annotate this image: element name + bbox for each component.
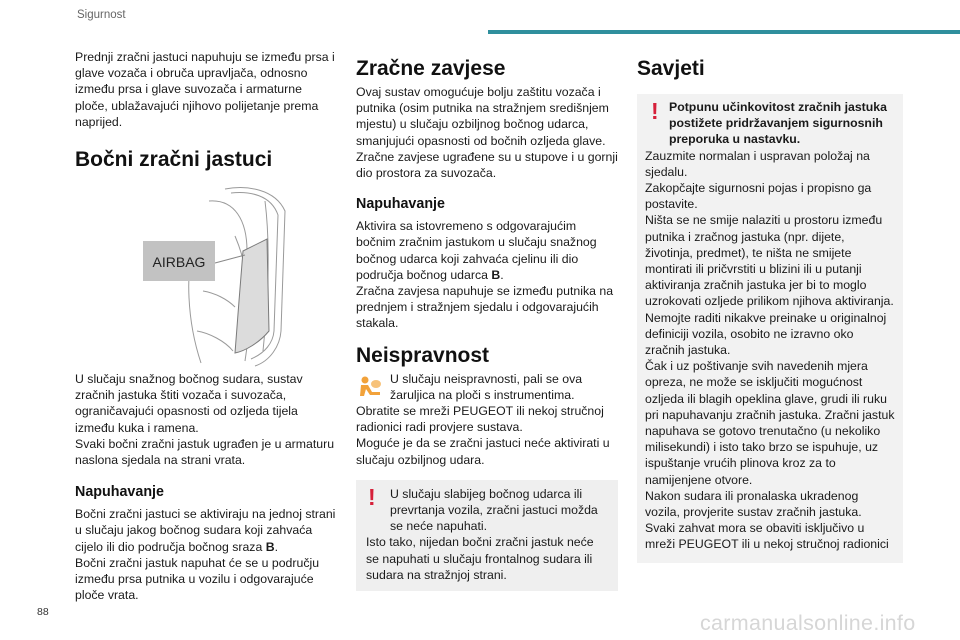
inflation-text-c: . (274, 539, 279, 554)
column-3 (637, 56, 903, 563)
page-number: 88 (37, 606, 49, 618)
warning-exclamation-icon-2: ! (651, 98, 659, 124)
header-section-label: Sigurnost (77, 9, 126, 21)
subheading-inflation-1: Napuhavanje (75, 484, 164, 501)
note-text-2: Isto tako, nijedan bočni zračni jastuk neće se napuhati u slučaju frontalnog sudara ili sudara na stražnjoj strani. (366, 535, 594, 582)
zone-b-label-2: B (491, 267, 501, 282)
curtain-inflation-paragraph-2: Zračna zavjesa napuhuje se između putnika na prednjem i stražnjem sjedalu i odgovarajućih stakala. (356, 284, 614, 331)
note-text-1: U slučaju slabijeg bočnog udarca ili prevrtanja vozila, zračni jastuci možda se neće napuhati. (390, 486, 598, 534)
advice-line-5: Čak i uz poštivanje svih navedenih mjera opreza, ne može se isključiti mogućnost ozljeda ili blagih opeklina glave, grudi ili ruku pri napuhavanju zračnih jastuka. Zračni jastuk napuhava se gotovo trenutačno (u nekoliko milisekundi) i isto tako brzo se ispuhuje, uz ispuštanje vrućih plinova kroz za to namijenjene otvore. (645, 359, 895, 487)
inflation-text-a: Bočni zračni jastuci se aktiviraju na jednoj strani u slučaju jakog bočnog sudara koji zahvaća cijelo ili dio područja bočnog sraza (75, 507, 336, 554)
warning-exclamation-icon: ! (368, 483, 376, 510)
note-box-side-impact (356, 480, 618, 591)
advice-line-6: Nakon sudara ili pronalaska ukradenog vozila, provjerite sustav zračnih jastuka. (645, 488, 862, 520)
subheading-inflation-2: Napuhavanje (356, 196, 445, 213)
section-heading-malfunction: Neispravnost (356, 343, 490, 367)
zone-b-label: B (265, 539, 275, 554)
watermark: carmanualsonline.info (700, 611, 916, 635)
advice-note-box (637, 94, 903, 563)
malfunction-warning-row (356, 371, 618, 403)
malfunction-paragraph-1: Obratite se mreži PEUGEOT ili nekoj stručnoj radionici radi provjere sustava. (356, 404, 604, 435)
airbag-label: AIRBAG (152, 254, 206, 271)
curtain-inflation-text-c: . (500, 267, 504, 282)
section-heading-side-airbags: Bočni zračni jastuci (75, 148, 273, 172)
intro-paragraph: Prednji zračni jastuci napuhuju se između prsa i glave vozača i obruča upravljača, odnosno između prsa i glave suvozača i armaturne ploče, ublažavajući njihovo polijetanje prema naprijed. (75, 50, 335, 129)
advice-line-7: Svaki zahvat mora se obaviti isključivo u mreži PEUGEOT ili u nekoj stručnoj radionici (645, 521, 889, 552)
advice-line-1: Zauzmite normalan i uspravan položaj na sjedalu. (645, 148, 870, 179)
side-airbag-paragraph-2: Svaki bočni zračni jastuk ugrađen je u armaturu naslona sjedala na strani vrata. (75, 436, 335, 468)
curtain-inflation-text-a: Aktivira sa istovremeno s odgovarajućim bočnim zračnim jastukom u slučaju snažnog bočnog udarca koji zahvaća cjelinu ili dio područja bočnog udarca (356, 219, 597, 282)
side-airbag-paragraph-1: U slučaju snažnog bočnog sudara, sustav zračnih jastuka štiti vozača i suvozača, ograničavajući opasnosti od ozljeda tijela između kuka i ramena. (75, 372, 303, 435)
curtain-paragraph-2: Zračne zavjese ugrađene su u stupove i u gornji dio prostora za suvozača. (356, 149, 618, 181)
malfunction-paragraph-2: Moguće je da se zračni jastuci neće aktivirati u slučaju ozbiljnog udara. (356, 436, 610, 467)
advice-line-3: Ništa se ne smije nalaziti u prostoru između putnika i zračnog jastuka (npr. dijete, životinja, predmet), te ništa ne smijete montirati ili pričvrstiti u blizini ili u putanji aktiviranja zračnih jastuka jer bi to moglo uzrokovati ozljede prilikom njihova aktiviranja. (645, 213, 894, 309)
column-1 (75, 49, 337, 603)
inflation-paragraph-2: Bočni zračni jastuk napuhat će se u području između prsa putnika u vozilu i odgovarajuće ploče vrata. (75, 555, 320, 603)
section-heading-curtain-airbags: Zračne zavjese (356, 57, 506, 80)
curtain-paragraph-1: Ovaj sustav omogućuje bolju zaštitu vozača i putnika (osim putnika na stražnjem središnjem mjestu) u slučaju ozbiljnog bočnog udarca, smanjujući opasnosti od bočnih ozljeda glave. (356, 85, 609, 148)
column-2 (356, 56, 618, 591)
seat-illustration (75, 181, 337, 371)
warning-lamp-text: U slučaju neispravnosti, pali se ova žaruljica na ploči s instrumentima. (390, 371, 583, 402)
advice-lead-text: Potpunu učinkovitost zračnih jastuka postižete pridržavanjem sigurnosnih preporuka u nastavku. (669, 100, 887, 147)
inflation-paragraph-1 (75, 506, 337, 555)
advice-line-2: Zakopčajte sigurnosni pojas i propisno ga postavite. (645, 181, 872, 212)
header-accent-bar (488, 30, 960, 34)
seat-airbag-figure (75, 181, 337, 371)
airbag-warning-lamp-icon (356, 374, 384, 400)
advice-line-4: Nemojte raditi nikakve preinake u originalnoj definiciji vozila, osobito ne izravno oko zračnih jastuka. (645, 310, 887, 358)
curtain-inflation-paragraph-1 (356, 218, 618, 283)
section-heading-advice: Savjeti (637, 57, 705, 80)
